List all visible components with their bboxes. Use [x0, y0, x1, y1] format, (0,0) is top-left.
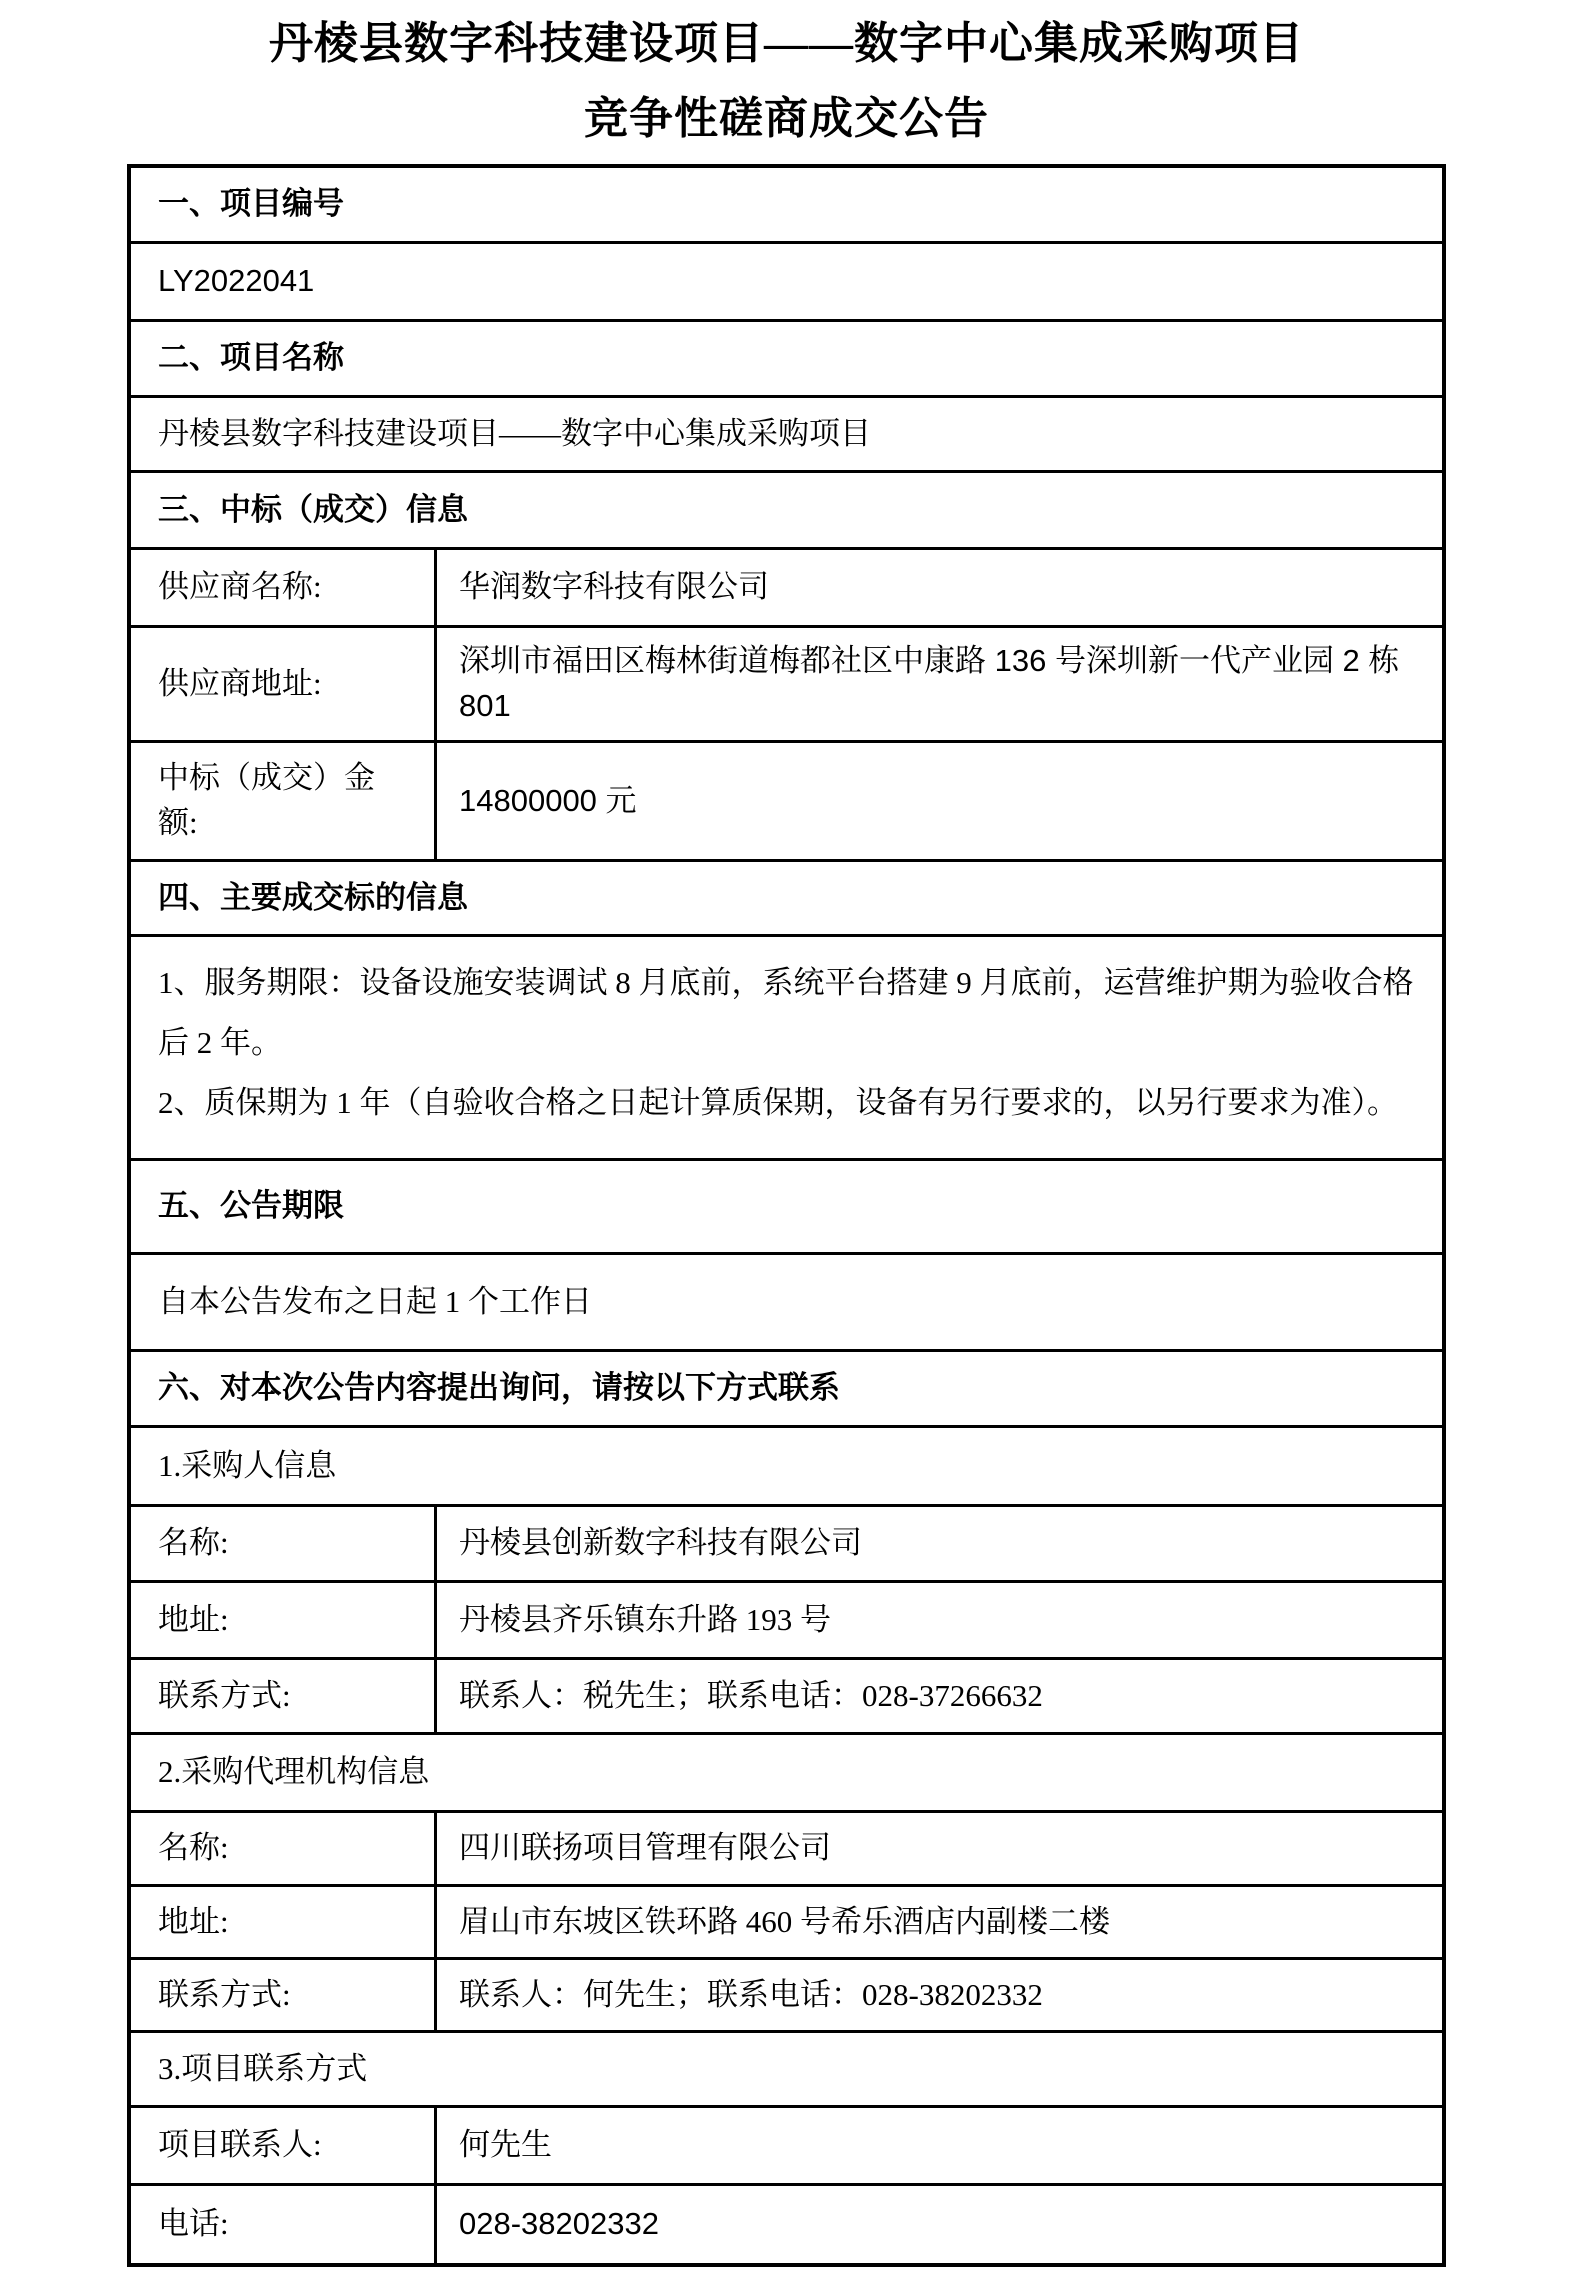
purchaser-address-value: 丹棱县齐乐镇东升路 193 号 [459, 1601, 831, 1637]
project-contact-person-label: 项目联系人: [131, 2108, 437, 2183]
supplier-name-value: 华润数字科技有限公司 [459, 569, 769, 605]
agency-address-label: 地址: [131, 1887, 437, 1957]
section-1-project-number-heading: 一、项目编号 [131, 168, 1442, 244]
purchaser-address-label: 地址: [131, 1583, 437, 1657]
supplier-address-label: 供应商地址: [131, 628, 437, 740]
supplier-address-value: 深圳市福田区梅林街道梅都社区中康路 136 号深圳新一代产业园 2 栋 801 [459, 643, 1400, 723]
purchaser-name-label: 名称: [131, 1507, 437, 1580]
supplier-name-row [131, 550, 1442, 628]
agency-contact-row [131, 1960, 1442, 2033]
agency-address-value: 眉山市东坡区铁环路 460 号希乐酒店内副楼二楼 [459, 1903, 1110, 1939]
section-5-announcement-period-heading: 五、公告期限 [131, 1161, 1442, 1255]
purchaser-contact-row [131, 1660, 1442, 1735]
section-4-deal-info-heading: 四、主要成交标的信息 [131, 862, 1442, 937]
agency-name-row [131, 1813, 1442, 1887]
project-contact-heading: 3.项目联系方式 [131, 2033, 1442, 2108]
project-contact-person-row [131, 2108, 1442, 2186]
document-title-line2: 竞争性磋商成交公告 [584, 94, 989, 143]
agency-address-row [131, 1887, 1442, 1960]
purchaser-address-row [131, 1583, 1442, 1660]
agency-contact-label: 联系方式: [131, 1960, 437, 2030]
purchaser-contact-label: 联系方式: [131, 1660, 437, 1732]
document-title [127, 0, 1446, 156]
section-3-award-info-heading: 三、中标（成交）信息 [131, 473, 1442, 550]
deal-info-content [131, 937, 1442, 1161]
project-contact-phone-row [131, 2186, 1442, 2263]
agency-name-value: 四川联扬项目管理有限公司 [459, 1830, 831, 1866]
supplier-name-label: 供应商名称: [131, 550, 437, 625]
award-amount-label: 中标（成交）金额: [131, 743, 437, 859]
announcement-table [127, 164, 1446, 2267]
project-contact-phone-value: 028-38202332 [459, 2206, 659, 2242]
deal-info-item-2: 2、质保期为 1 年（自验收合格之日起计算质保期，设备有另行要求的，以另行要求为准）。 [158, 1085, 1398, 1120]
purchaser-info-heading: 1.采购人信息 [131, 1428, 1442, 1507]
section-2-project-name-heading: 二、项目名称 [131, 322, 1442, 398]
award-amount-row [131, 743, 1442, 862]
announcement-period-value: 自本公告发布之日起 1 个工作日 [131, 1255, 1442, 1352]
document-title-line1: 丹棱县数字科技建设项目——数字中心集成采购项目 [269, 19, 1304, 68]
project-contact-person-value: 何先生 [459, 2127, 552, 2163]
project-contact-phone-label: 电话: [131, 2186, 437, 2263]
project-number-value: LY2022041 [131, 244, 1442, 322]
agency-contact-value: 联系人：何先生；联系电话：028-38202332 [459, 1976, 1043, 2012]
section-6-contact-heading: 六、对本次公告内容提出询问，请按以下方式联系 [131, 1352, 1442, 1428]
award-amount-value: 14800000 元 [459, 782, 637, 818]
supplier-address-row [131, 628, 1442, 743]
deal-info-item-1: 1、服务期限：设备设施安装调试 8 月底前，系统平台搭建 9 月底前，运营维护期为验收合格后 2 年。 [158, 965, 1414, 1060]
agency-name-label: 名称: [131, 1813, 437, 1884]
project-name-value: 丹棱县数字科技建设项目——数字中心集成采购项目 [131, 398, 1442, 473]
agency-info-heading: 2.采购代理机构信息 [131, 1735, 1442, 1813]
purchaser-name-row [131, 1507, 1442, 1583]
purchaser-contact-value: 联系人：税先生；联系电话：028-37266632 [459, 1677, 1043, 1713]
purchaser-name-value: 丹棱县创新数字科技有限公司 [459, 1525, 862, 1561]
